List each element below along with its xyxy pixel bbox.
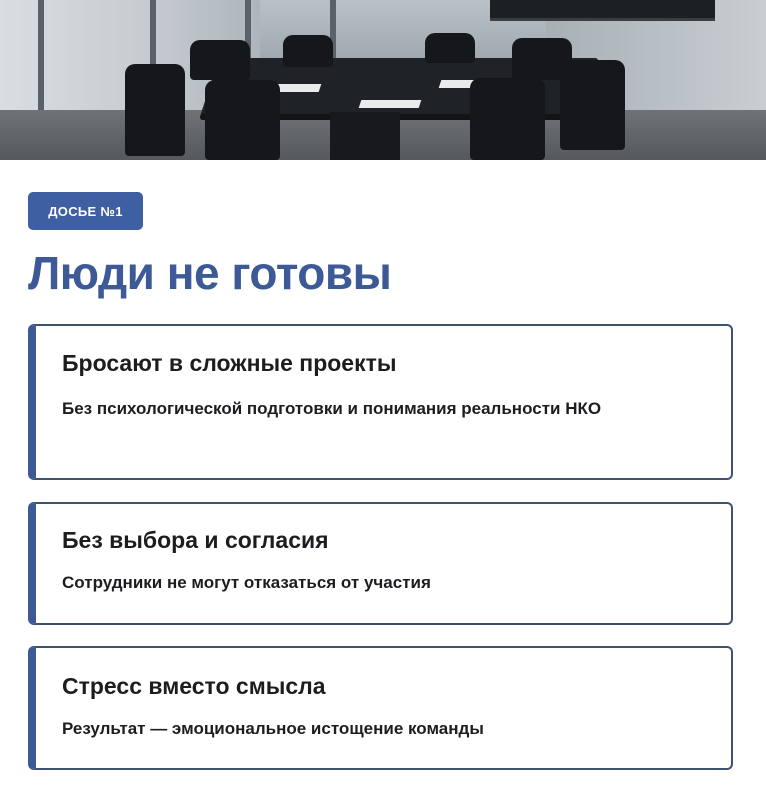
card-text: Результат — эмоциональное истощение команды: [62, 719, 484, 738]
card-title: Стресс вместо смысла: [62, 673, 326, 699]
card-title: Бросают в сложные проекты: [62, 350, 397, 376]
table-base: [330, 112, 400, 160]
office-chair: [190, 40, 250, 80]
info-card: [28, 324, 733, 480]
office-chair: [425, 33, 475, 63]
office-chair: [205, 80, 280, 160]
card-text: Сотрудники не могут отказаться от участия: [62, 573, 431, 592]
page-title: Люди не готовы: [28, 247, 392, 299]
office-chair: [283, 35, 333, 67]
wall-screen: [490, 0, 715, 21]
card-text: Без психологической подготовки и понимания реальности НКО: [62, 399, 602, 418]
dossier-badge: ДОСЬЕ №1: [28, 192, 143, 230]
conference-room-photo: [0, 0, 766, 160]
paper-sheet: [359, 100, 422, 108]
office-chair: [470, 78, 545, 160]
info-card: [28, 646, 733, 770]
office-chair: [125, 64, 185, 156]
office-chair: [560, 60, 625, 150]
card-title: Без выбора и согласия: [62, 527, 329, 553]
info-card: [28, 502, 733, 625]
